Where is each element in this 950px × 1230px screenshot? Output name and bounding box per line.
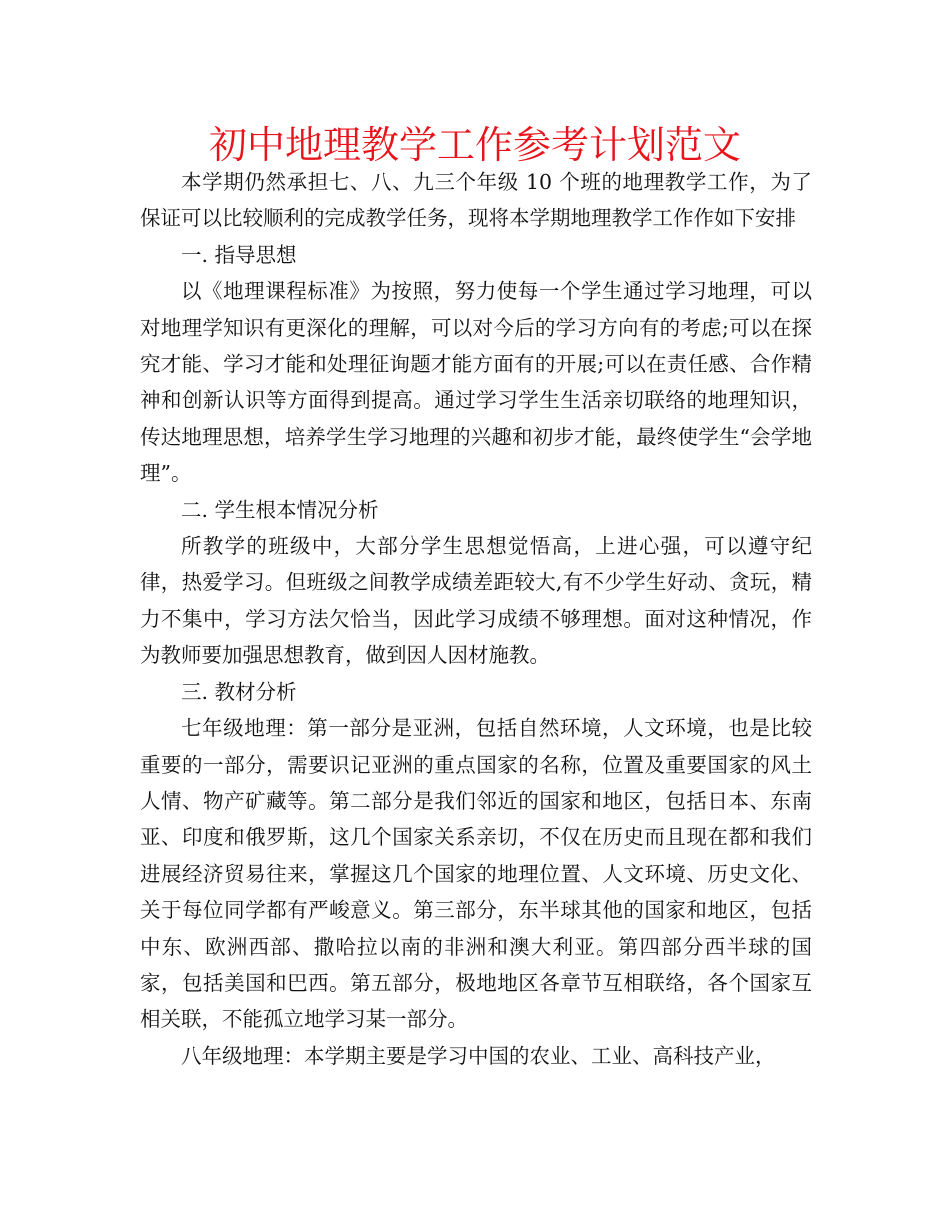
document-body: [140, 164, 812, 1074]
grade-eight-paragraph: 八年级地理：本学期主要是学习中国的农业、工业、高科技产业，: [181, 1043, 776, 1068]
guiding-thought-paragraph: 以《地理课程标准》为按照，努力使每一个学生通过学习地理，可以对地理学知识有更深化的理解，可以对今后的学习方向有的考虑;可以在探究才能、学习才能和处理征询题才能方面有的开展;可以在责任感、合作精神和创新认识等方面得到提高。通过学习学生生活亲切联络的地理知识，传达地理思想，培养学生学习地理的兴趣和初步才能，最终使学生“会学地理”。: [140, 279, 812, 486]
student-analysis-paragraph: 所教学的班级中，大部分学生思想觉悟高，上进心强，可以遵守纪律，热爱学习。但班级之间教学成绩差距较大,有不少学生好动、贪玩，精力不集中，学习方法欠恰当，因此学习成绩不够理想。面对这种情况，作为教师要加强思想教育，做到因人因材施教。: [140, 534, 812, 668]
intro-paragraph: 本学期仍然承担七、八、九三个年级 10 个班的地理教学工作，为了保证可以比较顺利的完成教学任务，现将本学期地理教学工作作如下安排: [140, 170, 812, 231]
section-heading-textbook-analysis: 三. 教材分析: [181, 679, 297, 704]
section-heading-guiding-thought: 一. 指导思想: [181, 242, 297, 267]
document-title: 初中地理教学工作参考计划范文: [208, 123, 741, 167]
grade-seven-paragraph: 七年级地理：第一部分是亚洲，包括自然环境，人文环境，也是比较重要的一部分，需要识记亚洲的重点国家的名称，位置及重要国家的风土人情、物产矿藏等。第二部分是我们邻近的国家和地区，包括日本、东南亚、印度和俄罗斯，这几个国家关系亲切，不仅在历史而且现在都和我们进展经济贸易往来，掌握这几个国家的地理位置、人文环境、历史文化、关于每位同学都有严峻意义。第三部分，东半球其他的国家和地区，包括中东、欧洲西部、撒哈拉以南的非洲和澳大利亚。第四部分西半球的国家，包括美国和巴西。第五部分，极地地区各章节互相联络，各个国家互相关联，不能孤立地学习某一部分。: [140, 716, 812, 1032]
section-heading-student-analysis: 二. 学生根本情况分析: [181, 497, 379, 522]
